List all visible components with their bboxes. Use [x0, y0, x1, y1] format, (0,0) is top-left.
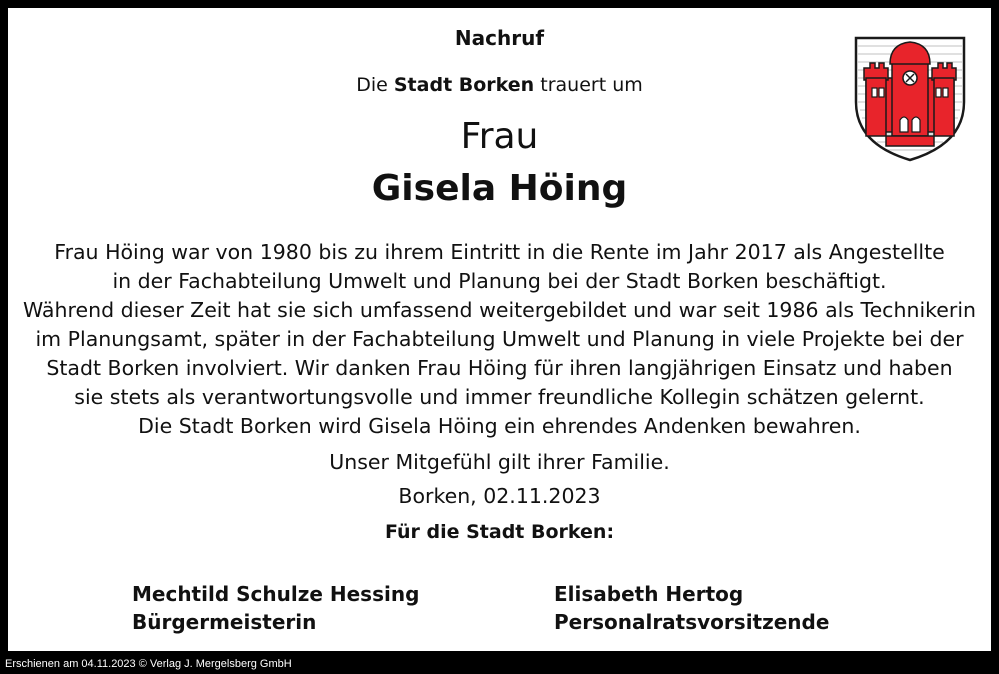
signatory-role: Personalratsvorsitzende [554, 610, 830, 634]
body-text [8, 238, 991, 441]
sympathy-line: Unser Mitgefühl gilt ihrer Familie. [329, 450, 670, 474]
body-line: im Planungsamt, später in der Fachabteilung Umwelt und Planung in viele Projekte bei der [35, 327, 964, 351]
body-line: Frau Höing war von 1980 bis zu ihrem Eintritt in die Rente im Jahr 2017 als Angestellte [54, 240, 945, 264]
signatory-name: Elisabeth Hertog [554, 582, 744, 606]
intro-line [8, 74, 991, 96]
intro-city: Stadt Borken [393, 74, 535, 96]
body-line: Die Stadt Borken wird Gisela Höing ein ehrendes Andenken bewahren. [138, 414, 861, 438]
body-line: Während dieser Zeit hat sie sich umfassend weitergebildet und war seit 1986 als Technikerin [22, 298, 977, 322]
body-line: Stadt Borken involviert. Wir danken Frau Höing für ihren langjährigen Einsatz und haben [46, 356, 953, 380]
signatory-mayor [132, 580, 419, 636]
intro-prefix: Die [356, 74, 394, 96]
on-behalf-line: Für die Stadt Borken: [384, 521, 615, 543]
signatory-name: Mechtild Schulze Hessing [132, 582, 420, 606]
salutation: Frau [460, 116, 539, 157]
place-date: Borken, 02.11.2023 [398, 484, 601, 508]
publication-footer: Erschienen am 04.11.2023 © Verlag J. Mergelsberg GmbH [5, 658, 292, 670]
deceased-name: Gisela Höing [371, 168, 628, 209]
obituary-notice [8, 8, 991, 651]
body-line: in der Fachabteilung Umwelt und Planung bei der Stadt Borken beschäftigt. [112, 269, 887, 293]
intro-suffix: trauert um [534, 74, 643, 96]
notice-heading: Nachruf [454, 26, 545, 50]
signatory-role: Bürgermeisterin [132, 610, 317, 634]
coat-of-arms-icon [850, 32, 970, 164]
body-line: sie stets als verantwortungsvolle und immer freundliche Kollegin schätzen gelernt. [74, 385, 925, 409]
signatory-council [554, 580, 829, 636]
